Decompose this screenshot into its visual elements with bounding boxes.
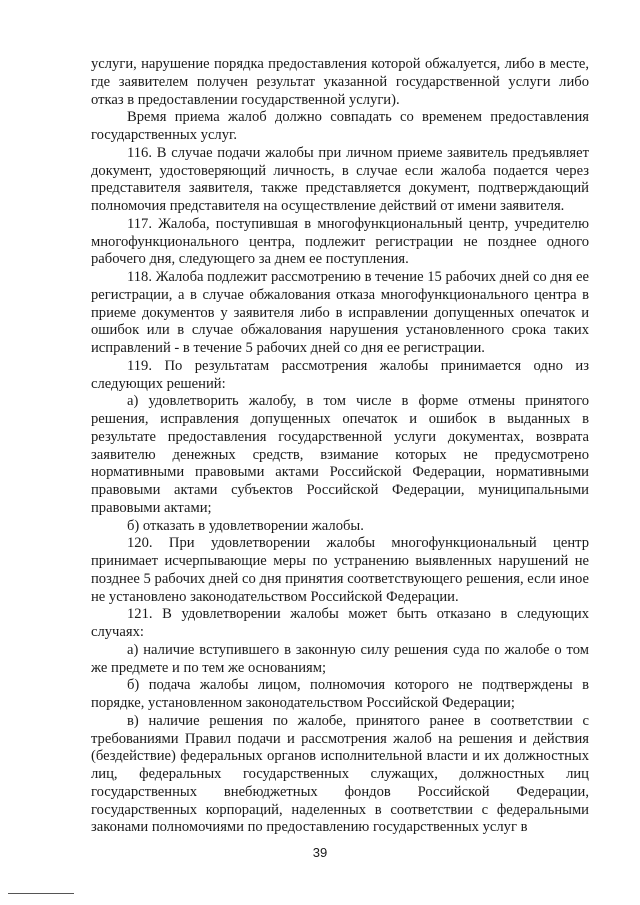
paragraph-119-a: а) удовлетворить жалобу, в том числе в форме отмены принятого решения, исправления допущенных опечаток и ошибок в выданных в результате предоставления государственной услуги документах, возврата заявителю денежных средств, взимание которых не предусмотрено нормативными правовыми актами Российской Федерации, нормативными правовыми актами субъектов Российской Федерации, муниципальными правовыми актами; xyxy=(91,393,589,516)
paragraph-121: 121. В удовлетворении жалобы может быть отказано в следующих случаях: xyxy=(91,606,589,640)
page-number: 39 xyxy=(312,845,328,860)
paragraph-119-b: б) отказать в удовлетворении жалобы. xyxy=(127,517,364,534)
paragraph-119: 119. По результатам рассмотрения жалобы принимается одно из следующих решений: xyxy=(91,357,589,392)
paragraph-121-c: в) наличие решения по жалобе, принятого ранее в соответствии с требованиями Правил подачи и рассмотрения жалоб на решения и действия (бездействие) федеральных органов исполнительной власти и их должностных лиц, федеральных государственных служащих, должностных лиц государственных внебюджетных фондов Российской Федерации, государственных корпораций, наделенных в соответствии с федеральными законами полномочиями по предоставлению государственных услуг в xyxy=(91,712,589,836)
paragraph-117: 117. Жалоба, поступившая в многофункциональный центр, учредителю многофункционального центра, подлежит регистрации не позднее одного рабочего дня, следующего за днем ее поступления. xyxy=(91,215,589,268)
paragraph-118: 118. Жалоба подлежит рассмотрению в течение 15 рабочих дней со дня ее регистрации, а в случае обжалования отказа многофункционального центра в приеме документов у заявителя либо в исправлении допущенных опечаток и ошибок или в случае обжалования нарушения установленного срока таких исправлений - в течение 5 рабочих дней со дня ее регистрации. xyxy=(91,269,589,356)
paragraph-reception-time: Время приема жалоб должно совпадать со временем предоставления государственных услуг. xyxy=(91,109,589,143)
paragraph-continuation: услуги, нарушение порядка предоставления которой обжалуется, либо в месте, где заявителем получен результат указанной государственной услуги либо отказ в предоставлении государственной услуги). xyxy=(91,56,589,108)
paragraph-121-a: а) наличие вступившего в законную силу решения суда по жалобе о том же предмете и по тем же основаниям; xyxy=(91,641,589,676)
document-body xyxy=(91,56,589,837)
paragraph-116: 116. В случае подачи жалобы при личном приеме заявитель предъявляет документ, удостоверяющий личность, в случае если жалоба подается через представителя заявителя, также представляется документ, подтверждающий полномочия представителя на осуществление действий от имени заявителя. xyxy=(91,144,589,214)
paragraph-120: 120. При удовлетворении жалобы многофункциональный центр принимает исчерпывающие меры по устранению выявленных нарушений не позднее 5 рабочих дней со дня принятия соответствующего решения, если иное не установлено законодательством Российской Федерации. xyxy=(91,535,589,605)
footer-divider xyxy=(8,893,74,894)
paragraph-121-b: б) подача жалобы лицом, полномочия которого не подтверждены в порядке, установленном законодательством Российской Федерации; xyxy=(91,677,589,711)
